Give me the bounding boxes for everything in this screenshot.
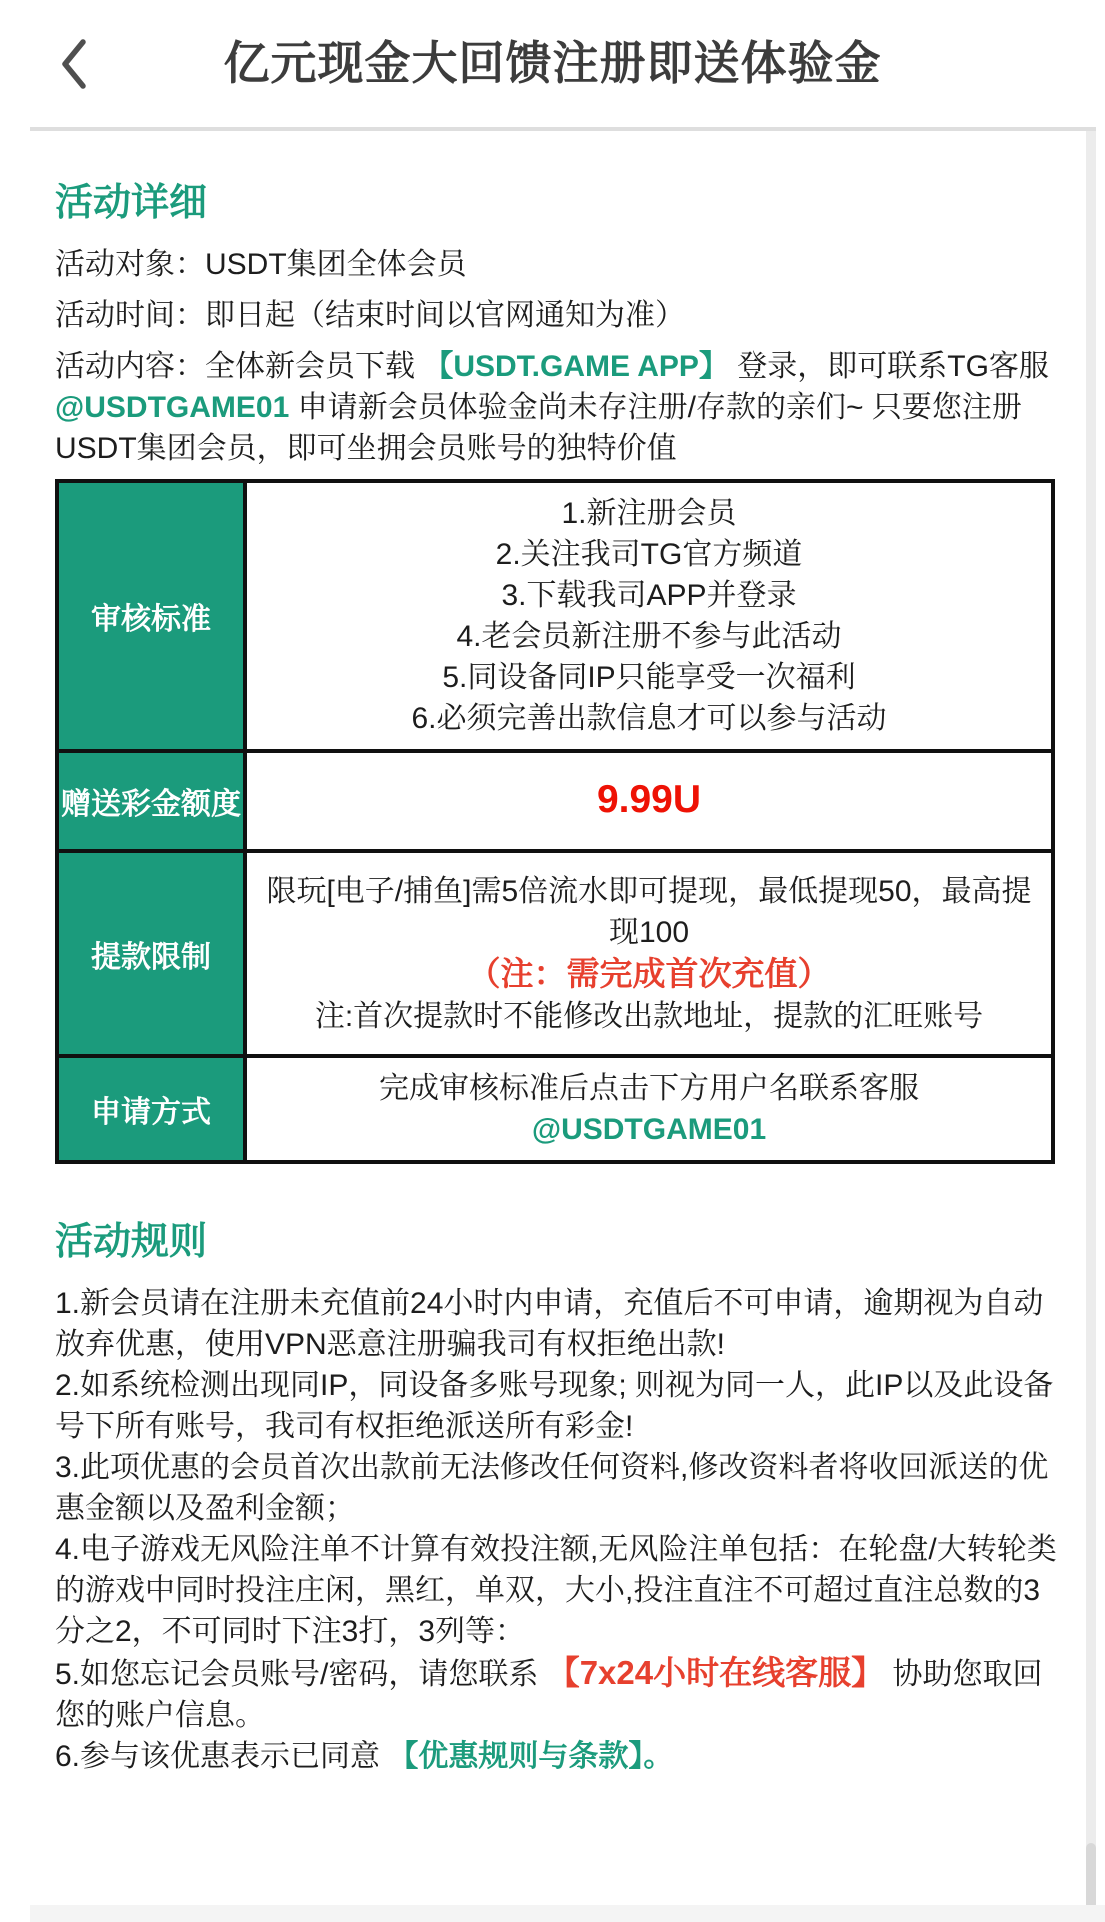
table-cell-line xyxy=(263,1068,1035,1150)
scrollbar-thumb[interactable] xyxy=(1086,1843,1096,1909)
page-title: 亿元现金大回馈注册即送体验金 xyxy=(223,37,882,89)
detail-paragraph xyxy=(55,295,1060,336)
scrollbar-track[interactable] xyxy=(1086,131,1096,1922)
text-segment: 5.如您忘记会员账号/密码，请您联系 xyxy=(55,1658,547,1691)
online-support-link[interactable]: 【7x24小时在线客服】 xyxy=(546,1654,885,1691)
table-cell-line xyxy=(263,534,1035,575)
table-cell-line xyxy=(263,779,1035,823)
text-segment: 6.参与该优惠表示已同意 xyxy=(55,1740,389,1773)
text-segment: 4.电子游戏无风险注单不计算有效投注额,无风险注单包括：在轮盘/大转轮类的游戏中同时投注庄闲，黑红，单双，大小,投注直注不可超过直注总数的3分之2，不可同时下注3打，3列等： xyxy=(55,1533,1057,1648)
text-segment: 4.老会员新注册不参与此活动 xyxy=(456,620,842,653)
text-segment: 2.如系统检测出现同IP，同设备多账号现象; 则视为同一人，此IP以及此设备号下所有账号，我司有权拒绝派送所有彩金! xyxy=(55,1369,1054,1443)
app-header xyxy=(0,0,1105,127)
table-content-cell xyxy=(245,851,1053,1056)
table-label-cell: 审核标准 xyxy=(57,481,245,751)
text-segment: 2.关注我司TG官方频道 xyxy=(495,538,803,571)
text-segment: 1.新注册会员 xyxy=(561,497,737,530)
table-cell-line xyxy=(263,996,1035,1037)
table-label-cell: 提款限制 xyxy=(57,851,245,1056)
table-cell-line xyxy=(263,493,1035,534)
text-segment: 活动时间：即日起（结束时间以官网通知为准） xyxy=(55,299,685,332)
details-heading: 活动详细 xyxy=(55,182,208,224)
table-label-cell: 赠送彩金额度 xyxy=(57,751,245,851)
tg-contact-link[interactable]: @USDTGAME01 xyxy=(531,1113,767,1146)
terms-link[interactable]: 【优惠规则与条款】。 xyxy=(388,1740,674,1773)
rule-item xyxy=(55,1652,1060,1736)
table-content-cell xyxy=(245,751,1053,851)
rules-list xyxy=(55,1283,1060,1777)
rule-item xyxy=(55,1365,1060,1447)
table-row xyxy=(57,1056,1053,1162)
table-cell-line xyxy=(263,575,1035,616)
text-segment: 登录，即可联系TG客服 xyxy=(728,350,1049,383)
rule-item xyxy=(55,1736,1060,1777)
bonus-amount: 9.99U xyxy=(596,778,702,821)
promo-content xyxy=(55,127,1060,1777)
rule-item xyxy=(55,1447,1060,1529)
app-name-highlight: 【USDT.GAME APP】 xyxy=(423,350,729,383)
table-content-cell xyxy=(245,1056,1053,1162)
text-segment: 活动内容：全体新会员下载 xyxy=(55,350,424,383)
text-segment: 3.下载我司APP并登录 xyxy=(501,579,797,612)
text-segment: 完成审核标准后点击下方用户名联系客服 xyxy=(379,1072,919,1105)
rules-heading: 活动规则 xyxy=(55,1221,208,1263)
text-segment: 注:首次提款时不能修改出款地址，提款的汇旺账号 xyxy=(314,999,984,1033)
table-row xyxy=(57,751,1053,851)
table-content-cell xyxy=(245,481,1053,751)
detail-paragraph xyxy=(55,244,1060,285)
text-segment: 活动对象：USDT集团全体会员 xyxy=(55,248,467,281)
text-segment: 1.新会员请在注册未充值前24小时内申请，充值后不可申请，逾期视为自动放弃优惠，使用VPN恶意注册骗我司有权拒绝出款! xyxy=(55,1287,1044,1361)
text-segment: 3.此项优惠的会员首次出款前无法修改任何资料,修改资料者将收回派送的优惠金额以及盈利金额； xyxy=(55,1451,1049,1525)
table-cell-line xyxy=(263,953,1035,996)
details-paragraphs xyxy=(55,244,1060,469)
table-cell-line xyxy=(263,616,1035,657)
table-cell-line xyxy=(263,698,1035,739)
detail-paragraph xyxy=(55,346,1060,469)
table-row xyxy=(57,851,1053,1056)
text-segment: 申请新会员体验金尚未存注册/存款的亲们~ 只要您注册USDT集团会员，即可坐拥会员账号的独特价值 xyxy=(55,391,1022,465)
bottom-strip xyxy=(30,1905,1105,1922)
rule-item xyxy=(55,1529,1060,1652)
table-row xyxy=(57,481,1053,751)
text-segment: 5.同设备同IP只能享受一次福利 xyxy=(442,661,856,694)
text-segment: 6.必须完善出款信息才可以参与活动 xyxy=(411,702,887,735)
rule-item xyxy=(55,1283,1060,1365)
table-label-cell: 申请方式 xyxy=(57,1056,245,1162)
table-cell-line xyxy=(263,871,1035,953)
table-cell-line xyxy=(263,657,1035,698)
promo-table xyxy=(55,479,1055,1164)
text-segment: 限玩[电子/捕鱼]需5倍流水即可提现，最低提现50，最高提现100 xyxy=(266,874,1032,949)
tg-contact-link[interactable]: @USDTGAME01 xyxy=(55,391,290,424)
first-deposit-note: （注：需完成首次充值） xyxy=(467,954,831,992)
text-segment: 协助您取回您的账户信息。 xyxy=(55,1658,1043,1732)
